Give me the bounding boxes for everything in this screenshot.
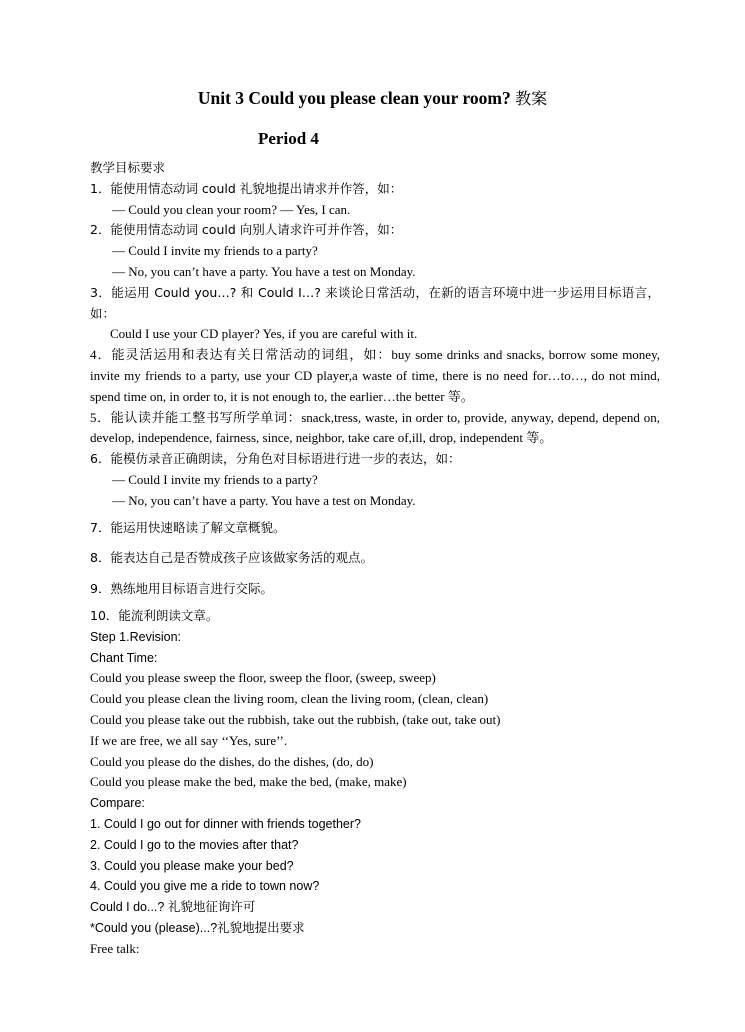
objective-3-example: Could I use your CD player? Yes, if you are careful with it. bbox=[110, 326, 418, 342]
objective-1-example: — Could you clean your room? — Yes, I can. bbox=[112, 201, 351, 217]
chant-heading: Chant Time: bbox=[90, 650, 158, 665]
title-main: Unit 3 Could you please clean your room? bbox=[197, 88, 511, 108]
objective-2: 2．能使用情态动词 could 向别人请求许可并作答，如： bbox=[90, 222, 403, 238]
objective-4: 4．能灵活运用和表达有关日常活动的词组，如：buy some drinks and snacks, borrow some money, invite my friends to a party, use your CD player,a waste of time, there is no need for…to…, do not mind, spend time on, in order to, it is not enough to, the earlier…the better 等。 bbox=[90, 347, 660, 404]
chant-line: Could you please do the dishes, do the dishes, (do, do) bbox=[90, 753, 374, 769]
chant-line: Could you please sweep the floor, sweep the floor, (sweep, sweep) bbox=[90, 670, 436, 686]
document-body bbox=[90, 158, 660, 959]
objective-2-example-b: — No, you can’t have a party. You have a test on Monday. bbox=[112, 263, 416, 279]
chant-line: If we are free, we all say ‘‘Yes, sure’’. bbox=[90, 732, 288, 748]
note-request: *Could you (please)...?礼貌地提出要求 bbox=[90, 920, 305, 935]
compare-item: 3. Could you please make your bed? bbox=[90, 858, 294, 873]
objective-2-example-a: — Could I invite my friends to a party? bbox=[112, 243, 318, 259]
chant-line: Could you please make the bed, make the bed, (make, make) bbox=[90, 774, 407, 790]
chant-line: Could you please take out the rubbish, take out the rubbish, (take out, take out) bbox=[90, 711, 501, 727]
objective-9: 9．熟练地用目标语言进行交际。 bbox=[90, 581, 273, 597]
objective-6-example-a: — Could I invite my friends to a party? bbox=[112, 471, 318, 487]
objective-10: 10．能流利朗读文章。 bbox=[90, 607, 219, 623]
title-cn: 教案 bbox=[515, 89, 548, 108]
note-permission: Could I do...? 礼貌地征询许可 bbox=[90, 900, 256, 915]
compare-heading: Compare: bbox=[90, 796, 145, 811]
objective-6: 6．能模仿录音正确朗读，分角色对目标语进行进一步的表达，如： bbox=[90, 451, 461, 467]
period-heading: Period 4 bbox=[258, 129, 319, 148]
compare-item: 1. Could I go out for dinner with friends together? bbox=[90, 816, 361, 831]
objective-3: 3．能运用 Could you…? 和 Could I…? 来谈论日常活动，在新的语言环境中进一步运用目标语言，如： bbox=[90, 284, 660, 321]
compare-item: 2. Could I go to the movies after that? bbox=[90, 837, 299, 852]
objective-7: 7．能运用快速略读了解文章概貌。 bbox=[90, 519, 286, 535]
page-title bbox=[0, 86, 745, 109]
objective-1: 1．能使用情态动词 could 礼貌地提出请求并作答，如： bbox=[90, 180, 403, 196]
chant-line: Could you please clean the living room, clean the living room, (clean, clean) bbox=[90, 691, 489, 707]
step-1-heading: Step 1.Revision: bbox=[90, 629, 182, 644]
compare-item: 4. Could you give me a ride to town now? bbox=[90, 879, 320, 894]
free-talk-heading: Free talk: bbox=[90, 940, 140, 956]
objectives-heading: 教学目标要求 bbox=[90, 160, 166, 175]
objective-5: 5．能认读并能工整书写所学单词：snack,tress, waste, in order to, provide, anyway, depend, depend on, develop, independence, fairness, since, neighbor, take care of,ill, drop, independent 等。 bbox=[90, 409, 660, 446]
objective-6-example-b: — No, you can’t have a party. You have a test on Monday. bbox=[112, 492, 416, 508]
objective-8: 8．能表达自己是否赞成孩子应该做家务活的观点。 bbox=[90, 550, 373, 566]
